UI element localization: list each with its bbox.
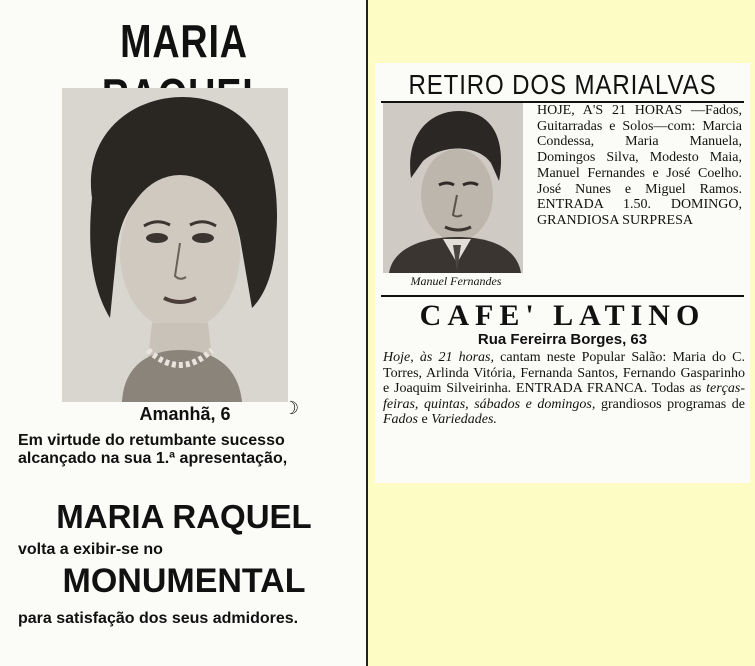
cafe-address: Rua Fereirra Borges, 63: [477, 331, 648, 348]
cafe-programs: grandiosos programas de: [600, 396, 746, 412]
man-portrait-image: [383, 103, 523, 273]
retiro-body: HOJE, A'S 21 HORAS —Fados, Guitarradas e Solos—com: Marcia Condessa, Maria Manuela, Domingos Silva, Modesto Maia, Manuel Fernandes e José Coelho. José Nunes e Miguel Ramos. ENTRADA 1.50. DOMINGO, GRANDIOSA SURPRESA: [537, 103, 742, 228]
retiro-title: RETIRO DOS MARIALVAS: [408, 69, 717, 100]
photo-caption: Manuel Fernandes: [410, 274, 502, 288]
section-rule: [381, 295, 744, 297]
ink-smudge-icon: ☽: [283, 398, 300, 418]
cafe-time: Hoje, às 21 horas,: [383, 350, 494, 365]
venue-name: MONUMENTAL: [62, 562, 306, 600]
cafe-performers: cantam neste Popular Salão: Maria do C. Torres, Arlinda Vitória, Fernanda Santos, Fernando Gasparinho e Joaquim Silveirinha. ENTRADA FRANCA. Todas as: [383, 350, 746, 397]
cafe-variedades: Variedades.: [431, 412, 497, 428]
cafe-title: CAFE' LATINO: [419, 299, 706, 332]
cafe-and: e: [421, 412, 428, 428]
right-advertisements: [375, 63, 750, 483]
woman-portrait-image: [62, 88, 288, 402]
artist-name: MARIA RAQUEL: [56, 498, 312, 535]
ad-title: MARIA: [120, 15, 248, 67]
maria-raquel-advertisement: [0, 0, 368, 666]
cafe-days: terças-feiras, quintas, sábados e domingos,: [383, 381, 745, 412]
closing-line: para satisfação dos seus admidores.: [18, 610, 299, 627]
cafe-body: [383, 350, 745, 428]
portrait-photo: [62, 88, 288, 402]
man-photo: [383, 103, 523, 273]
lead-paragraph: Em virtude do retumbante sucesso alcançado na sua 1.ª apresentação,: [18, 432, 288, 467]
date-line: Amanhã, 6: [139, 404, 231, 424]
returns-line: volta a exibir-se no: [18, 541, 163, 558]
cafe-fados: Fados: [383, 412, 418, 428]
